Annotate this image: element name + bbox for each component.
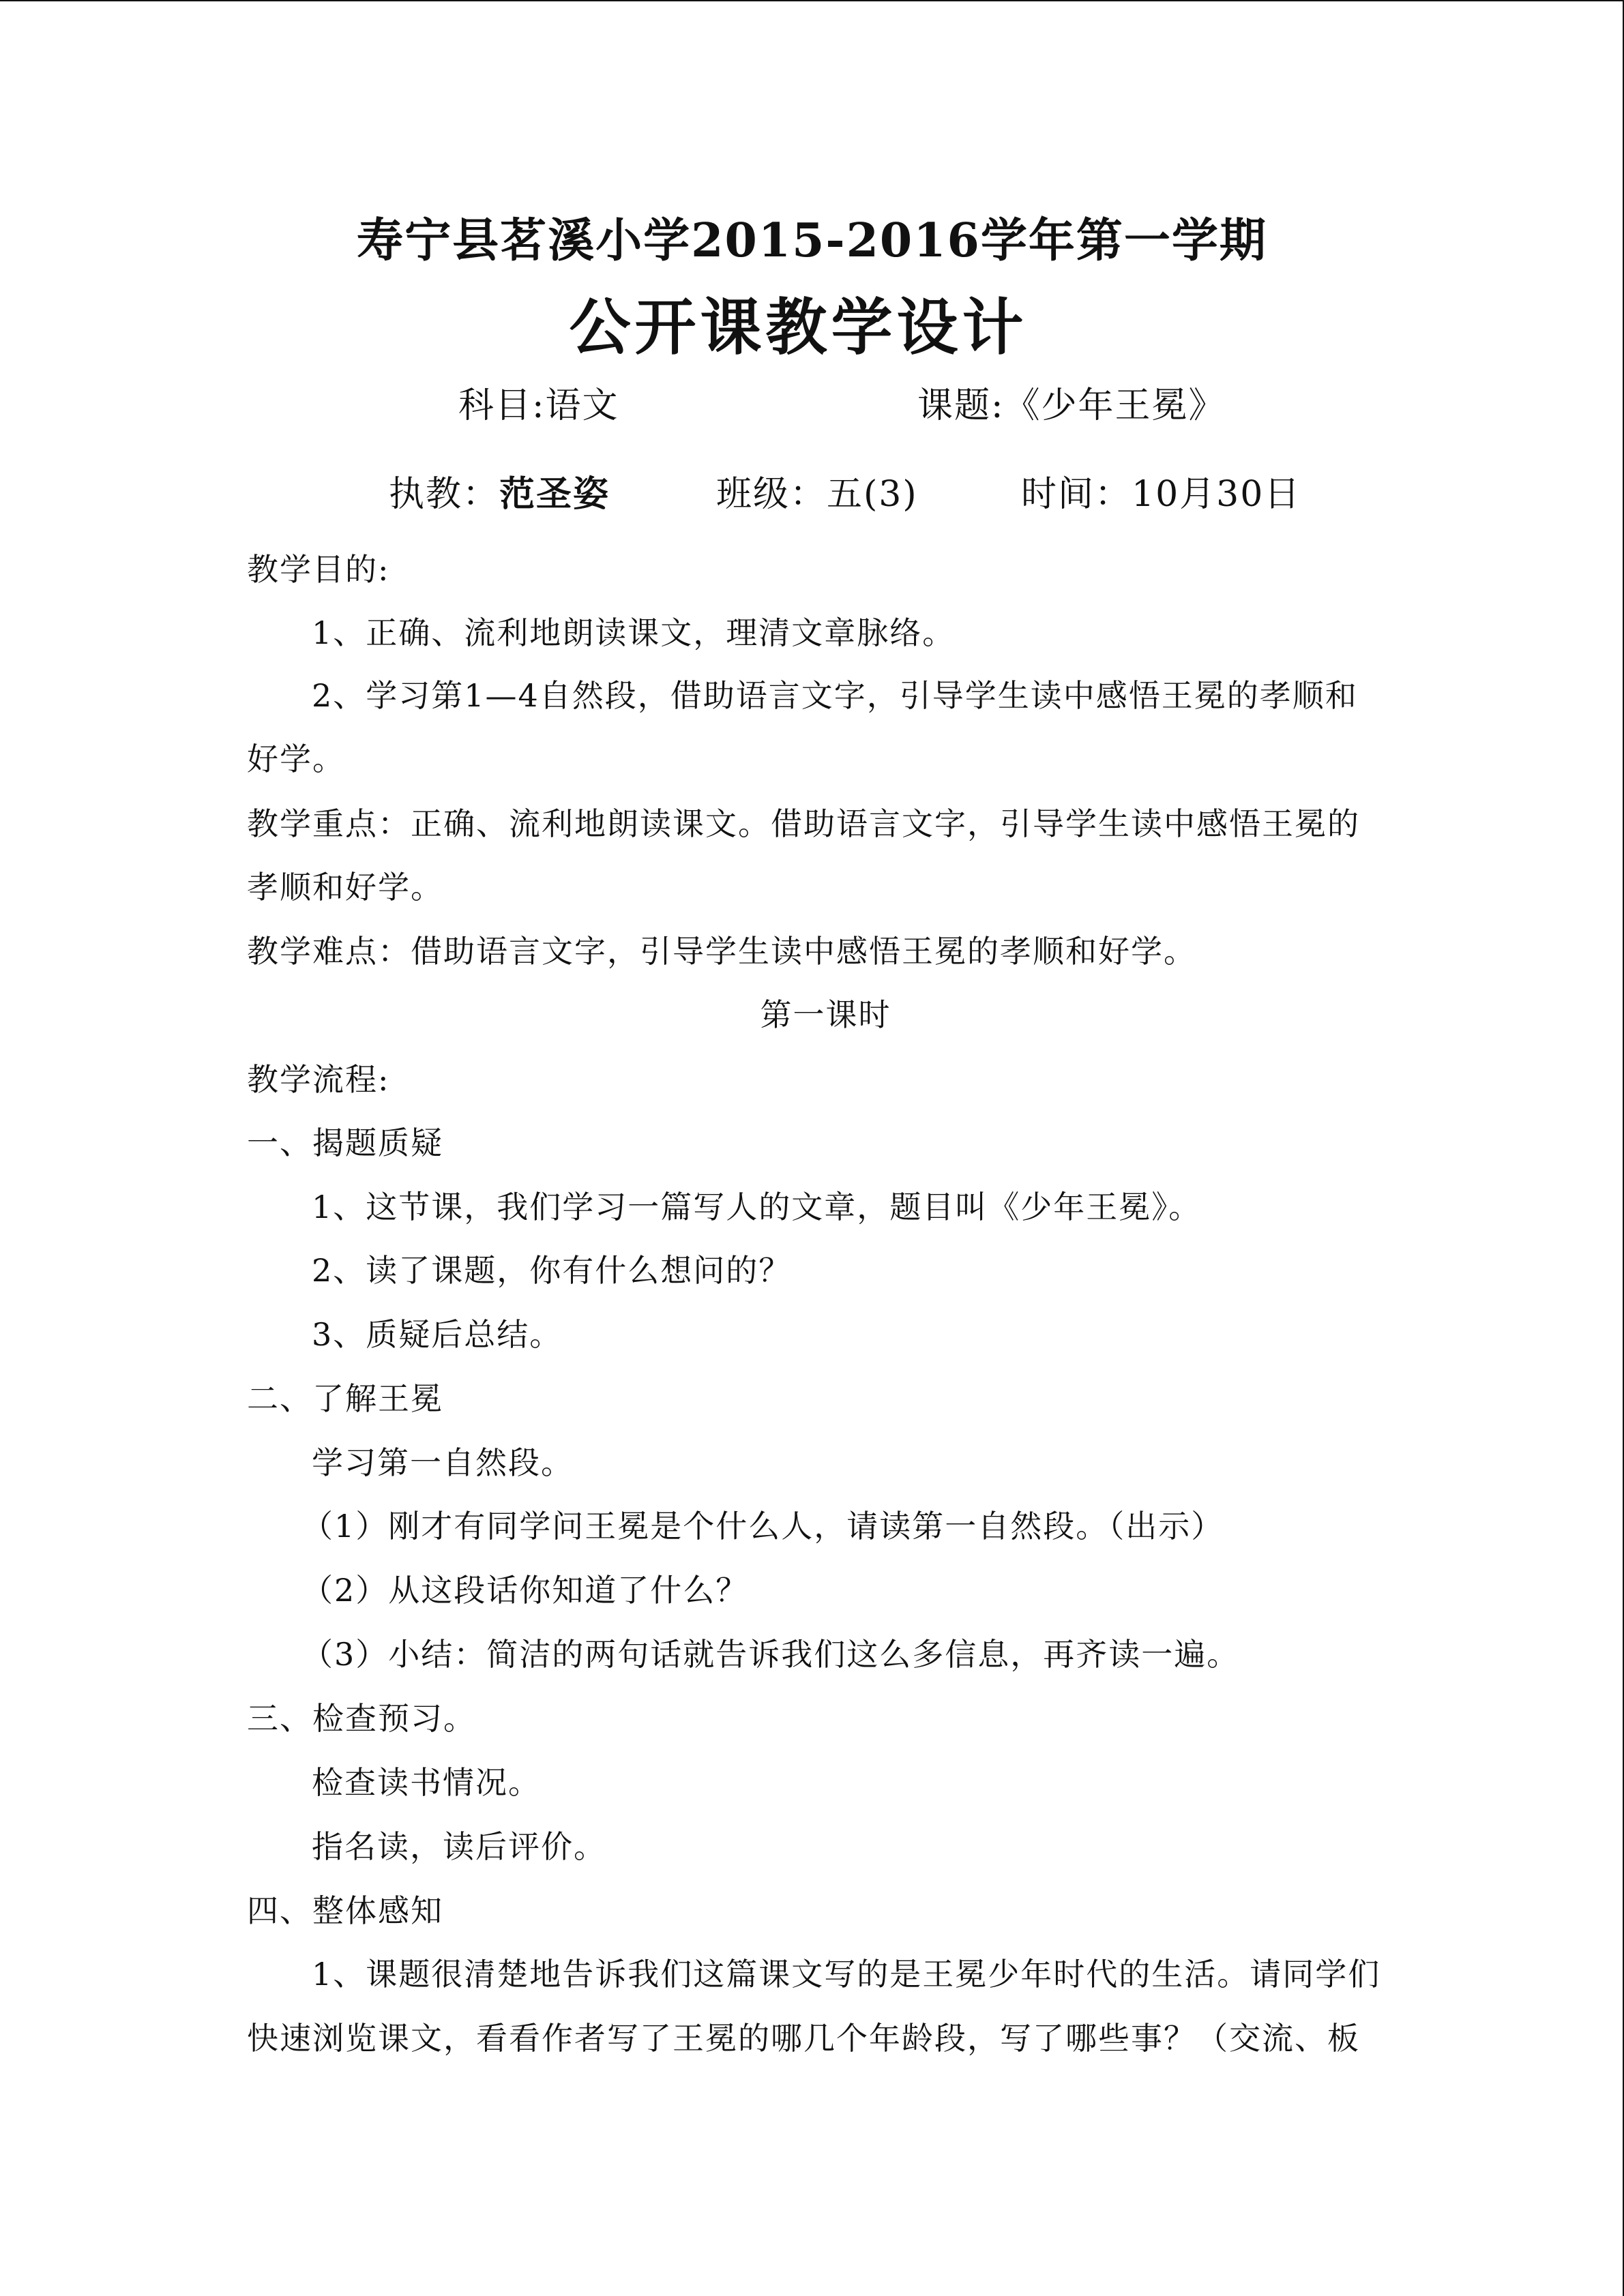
class-field: 班级：五(3) bbox=[716, 474, 918, 515]
teacher-label: 执教： bbox=[389, 474, 500, 515]
section-3-item-2: 指名读，读后评价。 bbox=[312, 1828, 606, 1865]
section-1-item-2: 2、读了课题，你有什么想问的？ bbox=[312, 1252, 792, 1289]
document-title-line1: 寿宁县茗溪小学2015-2016学年第一学期 bbox=[357, 213, 1267, 268]
section-4-title: 四、整体感知 bbox=[247, 1892, 443, 1929]
teacher-name: 范圣姿 bbox=[499, 473, 610, 515]
objectives-heading: 教学目的: bbox=[247, 551, 390, 588]
section-2-item-1: 学习第一自然段。 bbox=[312, 1444, 574, 1481]
lesson-label: 第一课时 bbox=[760, 996, 891, 1033]
key-points-line2: 孝顺和好学。 bbox=[247, 869, 443, 906]
teacher-field bbox=[389, 471, 610, 518]
section-2-item-4: （3）小结：简洁的两句话就告诉我们这么多信息，再齐读一遍。 bbox=[301, 1636, 1240, 1673]
section-2-item-3: （2）从这段话你知道了什么？ bbox=[301, 1572, 749, 1609]
topic-field: 课题:《少年王冕》 bbox=[917, 385, 1226, 426]
section-4-line1: 1、课题很清楚地告诉我们这篇课文写的是王冕少年时代的生活。请同学们 bbox=[312, 1956, 1381, 1993]
section-1-item-1: 1、这节课，我们学习一篇写人的文章，题目叫《少年王冕》。 bbox=[312, 1189, 1202, 1225]
date-field: 时间：10月30日 bbox=[1021, 474, 1301, 515]
difficulty-line: 教学难点：借助语言文字，引导学生读中感悟王冕的孝顺和好学。 bbox=[247, 933, 1196, 970]
section-3-item-1: 检查读书情况。 bbox=[312, 1764, 541, 1801]
key-points-line1: 教学重点：正确、流利地朗读课文。借助语言文字，引导学生读中感悟王冕的 bbox=[247, 805, 1360, 842]
section-4-line2: 快速浏览课文，看看作者写了王冕的哪几个年龄段，写了哪些事？（交流、板 bbox=[247, 2020, 1360, 2057]
section-1-item-3: 3、质疑后总结。 bbox=[312, 1316, 563, 1353]
objective-item-1: 1、正确、流利地朗读课文，理清文章脉络。 bbox=[312, 614, 956, 651]
section-3-title: 三、检查预习。 bbox=[247, 1700, 476, 1737]
section-2-item-2: （1）刚才有同学问王冕是个什么人，请读第一自然段。（出示） bbox=[301, 1508, 1224, 1545]
objective-item-2-line1: 2、学习第1—4自然段，借助语言文字，引导学生读中感悟王冕的孝顺和 bbox=[312, 677, 1358, 714]
document-title-line2: 公开课教学设计 bbox=[569, 291, 1028, 363]
section-2-title: 二、了解王冕 bbox=[247, 1380, 443, 1417]
section-1-title: 一、揭题质疑 bbox=[247, 1124, 443, 1161]
subject-field: 科目:语文 bbox=[458, 385, 619, 426]
process-heading: 教学流程: bbox=[247, 1061, 390, 1098]
objective-item-2-line2: 好学。 bbox=[247, 741, 345, 777]
